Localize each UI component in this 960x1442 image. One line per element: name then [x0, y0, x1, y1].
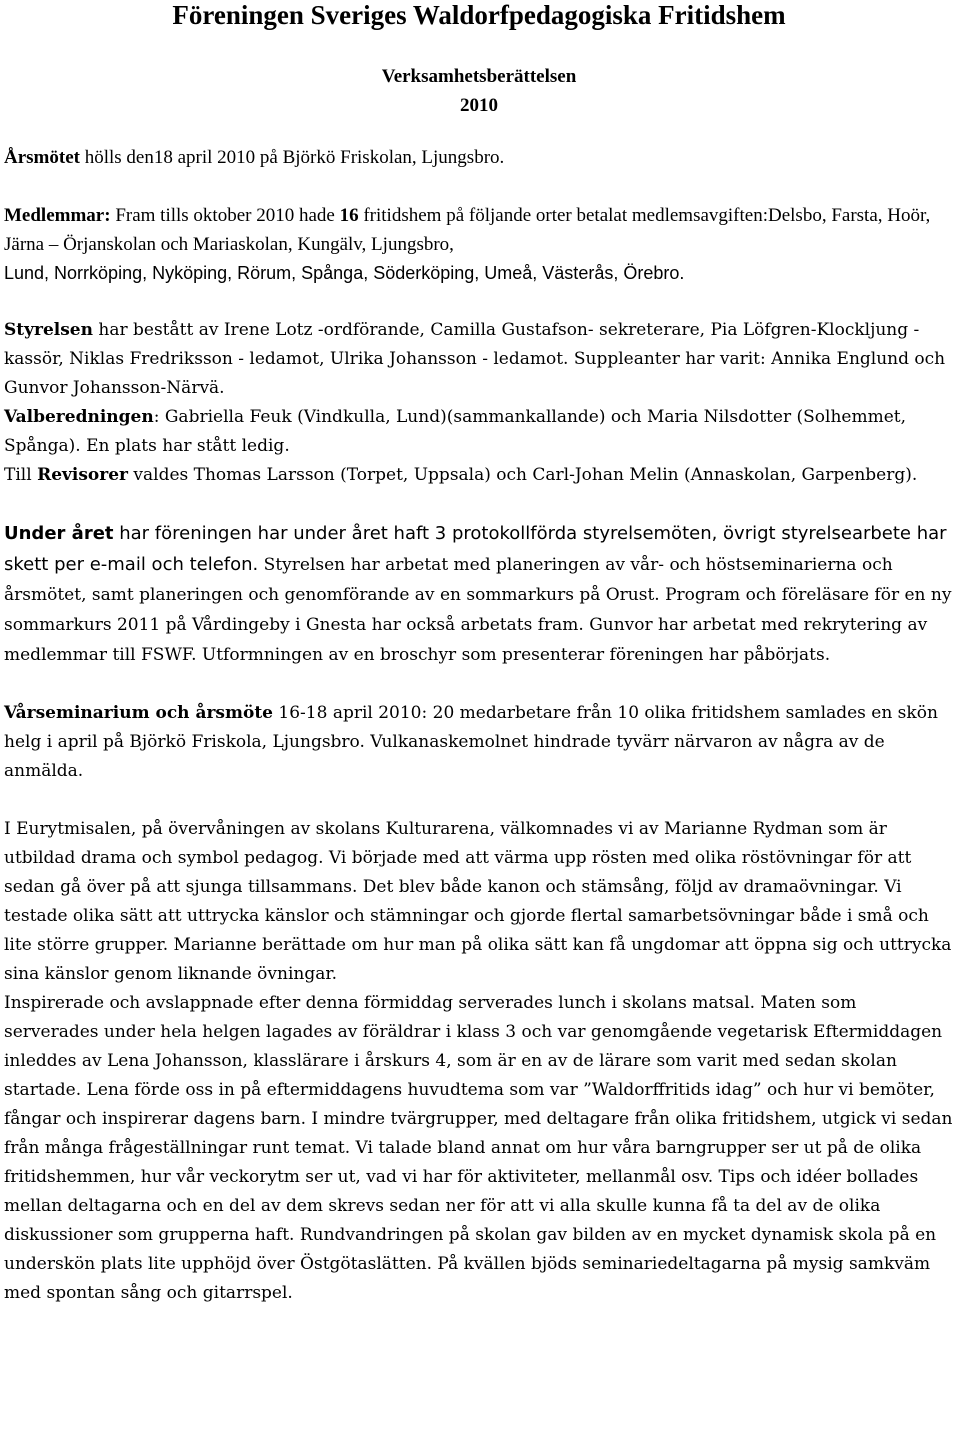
eurythmy-paragraph-1: I Eurytmisalen, på övervåningen av skolans Kulturarena, välkomnades vi av Marianne Rydman som är utbildad drama och symbol pedagog. Vi började med att värma upp rösten med olika röstövningar för att sedan gå över på att sjunga tillsammans. Det blev både kanon och stämsång, följd av dramaövningar. Vi testade olika sätt att uttrycka känslor och stämningar och gjorde flertal samarbetsövningar både i små och lite större grupper. Marianne berättade om hur man på olika sätt kan få ungdomar att öppna sig och uttrycka sina känslor genom liknande övningar.: [4, 819, 952, 984]
document-title: Föreningen Sveriges Waldorfpedagogiska Fritidshem: [172, 0, 786, 30]
spring-seminar-text: 16-18 april 2010: 20 medarbetare från 10 olika fritidshem samlades en skön helg i april på Björkö Friskola, Ljungsbro. Vulkanaskemolnet hindrade tyvärr närvaron av några av de anmälda.: [4, 703, 938, 781]
year-review-label: Under året: [4, 523, 114, 544]
members-text-2: fritidshem på följande orter betalat medlemsavgiften:Delsbo, Farsta, Hoör, Järna – Örjanskolan och Mariaskolan, Kungälv, Ljungsbro,: [4, 205, 931, 255]
year-review-paragraph: [4, 518, 954, 670]
eurythmy-paragraph-2: Inspirerade och avslappnade efter denna förmiddag serverades lunch i skolans matsal. Maten som serverades under hela helgen lagades av föräldrar i klass 3 och var genomgående vegetarisk Eftermiddagen inleddes av Lena Johansson, klasslärare i årskurs 4, som är en av de lärare som varit med sedan skolan startade. Lena förde oss in på eftermiddagens huvudtema som var ”Waldorffritids idag” och hur vi bemöter, fångar och inspirerar dagens barn. I mindre tvärgrupper, med deltagare från olika fritidshem, utgick vi sedan från många frågeställningar runt temat. Vi talade bland annat om hur våra barngrupper ser ut på de olika fritidshemmen, hur vår veckorytm ser ut, vad vi har för aktiviteter, mellanmål osv. Tips och idéer bollades mellan deltagarna och en del av dem skrevs sedan ner för att vi alla skulle kunna få ta del av de olika diskussioner som grupperna haft. Rundvandringen på skolan gav bilden av en mycket dynamisk skola på en underskön plats lite upphöjd över Östgötaslätten. På kvällen bjöds seminariedeltagarna på mysig samkväm med spontan sång och gitarrspel.: [4, 993, 953, 1303]
members-locations: Lund, Norrköping, Nyköping, Rörum, Spånga, Söderköping, Umeå, Västerås, Örebro.: [4, 263, 685, 283]
auditors-text: valdes Thomas Larsson (Torpet, Uppsala) och Carl-Johan Melin (Annaskolan, Garpenberg).: [127, 465, 918, 485]
board-text: har bestått av Irene Lotz -ordförande, Camilla Gustafson- sekreterare, Pia Löfgren-Klockljung - kassör, Niklas Fredriksson - ledamot, Ulrika Johansson - ledamot. Suppleanter har varit: Annika Englund och Gunvor Johansson-Närvä.: [4, 320, 946, 398]
auditors-label: Revisorer: [37, 465, 128, 485]
members-label: Medlemmar:: [4, 205, 111, 226]
board-label: Styrelsen: [4, 320, 93, 340]
nomination-text: : Gabriella Feuk (Vindkulla, Lund)(sammankallande) och Maria Nilsdotter (Solhemmet, Spånga). En plats har stått ledig.: [4, 407, 906, 456]
nomination-label: Valberedningen: [4, 407, 154, 427]
spring-seminar-label: Vårseminarium och årsmöte: [4, 703, 273, 723]
report-title: Verksamhetsberättelsen: [381, 66, 577, 87]
annual-meeting-line: [4, 143, 954, 172]
annual-meeting-text: hölls den18 april 2010 på Björkö Friskolan, Ljungsbro.: [79, 147, 505, 168]
members-count: 16: [339, 205, 359, 226]
spring-seminar-paragraph: [4, 699, 954, 786]
annual-meeting-label: Årsmötet: [4, 147, 80, 168]
members-text-1: Fram tills oktober 2010 hade: [110, 205, 340, 226]
members-paragraph: [4, 201, 954, 288]
year-review-text-b: Styrelsen har arbetat med planeringen av vår- och höstseminarierna och årsmötet, samt planeringen och genomförande av en sommarkurs på Orust. Program och föreläsare för en ny sommarkurs 2011 på Vårdingeby i Gnesta har också arbetats fram. Gunvor har arbetat med rekrytering av medlemmar till FSWF. Utformningen av en broschyr som presenterar föreningen har påbörjats.: [4, 555, 952, 665]
board-paragraph: [4, 316, 954, 490]
year-review-text-a: har föreningen har under året haft 3 protokollförda styrelsemöten, övrigt styrelsearbete har skett per e-mail och telefon.: [4, 523, 947, 575]
report-year: 2010: [460, 95, 498, 116]
auditors-pre: Till: [4, 465, 38, 485]
